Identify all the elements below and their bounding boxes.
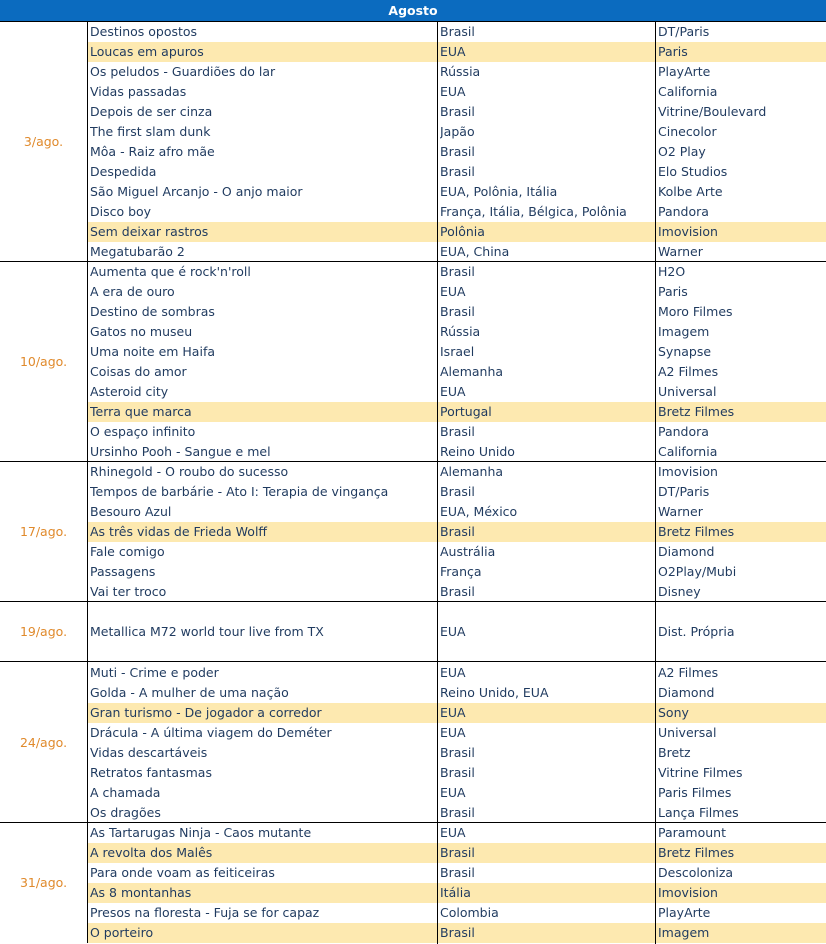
- movie-title: A chamada: [90, 785, 161, 800]
- distributor-cell: DT/Paris: [658, 24, 710, 39]
- distributor-cell: A2 Filmes: [658, 364, 719, 379]
- date-group: [0, 661, 826, 822]
- country-cell: Brasil: [440, 304, 475, 319]
- distributor-cell: A2 Filmes: [658, 665, 719, 680]
- movie-title: Loucas em apuros: [90, 44, 204, 59]
- movie-title: Metallica M72 world tour live from TX: [90, 624, 324, 639]
- country-cell: Brasil: [440, 865, 475, 880]
- movie-title: As três vidas de Frieda Wolff: [90, 524, 268, 539]
- distributor-cell: Pandora: [658, 204, 709, 219]
- movie-title: Destinos opostos: [90, 24, 198, 39]
- table-row[interactable]: [88, 262, 826, 282]
- movie-title: Uma noite em Haifa: [90, 344, 215, 359]
- distributor-cell: Paris: [658, 44, 688, 59]
- column-divider: [437, 21, 438, 944]
- movie-title: Os peludos - Guardiões do lar: [90, 64, 276, 79]
- country-cell: EUA: [440, 84, 466, 99]
- movie-title: Rhinegold - O roubo do sucesso: [90, 464, 289, 479]
- distributor-cell: Bretz Filmes: [658, 845, 735, 860]
- table-row[interactable]: [88, 843, 826, 863]
- movie-title: Disco boy: [90, 204, 152, 219]
- movie-title: Aumenta que é rock'n'roll: [90, 264, 251, 279]
- table-row[interactable]: [88, 923, 826, 943]
- table-row[interactable]: [88, 763, 826, 783]
- table-row[interactable]: [88, 823, 826, 843]
- country-cell: Brasil: [440, 484, 475, 499]
- movie-title: Despedida: [90, 164, 157, 179]
- country-cell: Brasil: [440, 104, 475, 119]
- distributor-cell: Cinecolor: [658, 124, 717, 139]
- movie-title: Depois de ser cinza: [90, 104, 213, 119]
- release-date: 19/ago.: [0, 602, 88, 662]
- country-cell: Alemanha: [440, 464, 504, 479]
- distributor-cell: Imagem: [658, 324, 710, 339]
- distributor-cell: Sony: [658, 705, 689, 720]
- country-cell: Polônia: [440, 224, 485, 239]
- country-cell: Brasil: [440, 24, 475, 39]
- movie-title: Gatos no museu: [90, 324, 193, 339]
- date-group: [0, 461, 826, 601]
- movie-title: Vai ter troco: [90, 584, 167, 599]
- movie-title: Golda - A mulher de uma nação: [90, 685, 289, 700]
- table-row[interactable]: [88, 122, 826, 142]
- distributor-cell: O2Play/Mubi: [658, 564, 737, 579]
- country-cell: Brasil: [440, 925, 475, 940]
- table-row[interactable]: [88, 62, 826, 82]
- table-row[interactable]: [88, 42, 826, 62]
- movie-title: Presos na floresta - Fuja se for capaz: [90, 905, 320, 920]
- table-row[interactable]: [88, 382, 826, 402]
- country-cell: Brasil: [440, 765, 475, 780]
- movie-title: Muti - Crime e poder: [90, 665, 219, 680]
- movie-title: Coisas do amor: [90, 364, 187, 379]
- movie-title: O porteiro: [90, 925, 154, 940]
- country-cell: EUA, Polônia, Itália: [440, 184, 558, 199]
- distributor-cell: Imovision: [658, 224, 718, 239]
- date-group: [0, 601, 826, 661]
- date-group: [0, 261, 826, 461]
- distributor-cell: Diamond: [658, 685, 715, 700]
- country-cell: EUA: [440, 384, 466, 399]
- column-divider: [655, 21, 656, 944]
- distributor-cell: Dist. Própria: [658, 624, 735, 639]
- country-cell: Israel: [440, 344, 475, 359]
- movie-title: Ursinho Pooh - Sangue e mel: [90, 444, 271, 459]
- movie-title: Passagens: [90, 564, 156, 579]
- table-row[interactable]: [88, 743, 826, 763]
- distributor-cell: Imagem: [658, 925, 710, 940]
- release-date: 24/ago.: [0, 662, 88, 823]
- movie-title: O espaço infinito: [90, 424, 196, 439]
- movie-title: As 8 montanhas: [90, 885, 192, 900]
- distributor-cell: PlayArte: [658, 64, 711, 79]
- country-cell: Brasil: [440, 264, 475, 279]
- distributor-cell: Vitrine Filmes: [658, 765, 743, 780]
- date-group: [0, 21, 826, 261]
- table-row[interactable]: [88, 142, 826, 162]
- movie-title: Drácula - A última viagem do Deméter: [90, 725, 332, 740]
- country-cell: Brasil: [440, 144, 475, 159]
- distributor-cell: Synapse: [658, 344, 712, 359]
- distributor-cell: Paris Filmes: [658, 785, 732, 800]
- country-cell: Brasil: [440, 584, 475, 599]
- country-cell: Alemanha: [440, 364, 504, 379]
- table-row[interactable]: [88, 422, 826, 442]
- table-row[interactable]: [88, 542, 826, 562]
- country-cell: Brasil: [440, 845, 475, 860]
- movie-title: The first slam dunk: [90, 124, 211, 139]
- table-row[interactable]: [88, 222, 826, 242]
- country-cell: Colombia: [440, 905, 499, 920]
- distributor-cell: California: [658, 444, 718, 459]
- table-row[interactable]: [88, 903, 826, 923]
- distributor-cell: Bretz Filmes: [658, 404, 735, 419]
- distributor-cell: Universal: [658, 725, 717, 740]
- country-cell: Itália: [440, 885, 471, 900]
- country-cell: EUA: [440, 725, 466, 740]
- country-cell: EUA: [440, 624, 466, 639]
- distributor-cell: Disney: [658, 584, 701, 599]
- country-cell: EUA: [440, 825, 466, 840]
- country-cell: Brasil: [440, 524, 475, 539]
- distributor-cell: PlayArte: [658, 905, 711, 920]
- table-row[interactable]: [88, 82, 826, 102]
- table-row[interactable]: [88, 102, 826, 122]
- movie-title: Môa - Raiz afro mãe: [90, 144, 215, 159]
- country-cell: Brasil: [440, 745, 475, 760]
- table-row[interactable]: [88, 683, 826, 703]
- distributor-cell: Vitrine/Boulevard: [658, 104, 767, 119]
- movie-title: Para onde voam as feiticeiras: [90, 865, 275, 880]
- country-cell: Rússia: [440, 324, 481, 339]
- movie-title: Destino de sombras: [90, 304, 215, 319]
- movie-title: Retratos fantasmas: [90, 765, 212, 780]
- distributor-cell: DT/Paris: [658, 484, 710, 499]
- country-cell: EUA, México: [440, 504, 518, 519]
- release-date: 31/ago.: [0, 823, 88, 943]
- table-row[interactable]: [88, 22, 826, 42]
- table-row[interactable]: [88, 622, 826, 642]
- distributor-cell: California: [658, 84, 718, 99]
- table-row[interactable]: [88, 162, 826, 182]
- country-cell: EUA: [440, 665, 466, 680]
- country-cell: França, Itália, Bélgica, Polônia: [440, 204, 627, 219]
- date-group: [0, 822, 826, 942]
- distributor-cell: Warner: [658, 504, 703, 519]
- table-row[interactable]: [88, 783, 826, 803]
- table-row[interactable]: [88, 362, 826, 382]
- table-row[interactable]: [88, 482, 826, 502]
- movie-title: Megatubarão 2: [90, 244, 185, 259]
- country-cell: Rússia: [440, 64, 481, 79]
- distributor-cell: Descoloniza: [658, 865, 734, 880]
- country-cell: EUA: [440, 284, 466, 299]
- country-cell: EUA, China: [440, 244, 510, 259]
- country-cell: Japão: [440, 124, 475, 139]
- table-row[interactable]: [88, 663, 826, 683]
- movie-title: Tempos de barbárie - Ato I: Terapia de vingança: [90, 484, 389, 499]
- release-date: 10/ago.: [0, 262, 88, 462]
- distributor-cell: H2O: [658, 264, 686, 279]
- table-row[interactable]: [88, 522, 826, 542]
- country-cell: EUA: [440, 44, 466, 59]
- movie-title: Vidas passadas: [90, 84, 187, 99]
- distributor-cell: Elo Studios: [658, 164, 728, 179]
- release-date: 17/ago.: [0, 462, 88, 602]
- movie-title: Os dragões: [90, 805, 161, 820]
- distributor-cell: Imovision: [658, 464, 718, 479]
- country-cell: Austrália: [440, 544, 496, 559]
- table-row[interactable]: [88, 883, 826, 903]
- country-cell: Brasil: [440, 164, 475, 179]
- movie-title: São Miguel Arcanjo - O anjo maior: [90, 184, 303, 199]
- table-row[interactable]: [88, 582, 826, 602]
- table-row[interactable]: [88, 402, 826, 422]
- table-row[interactable]: [88, 342, 826, 362]
- movie-title: Terra que marca: [90, 404, 192, 419]
- table-row[interactable]: [88, 462, 826, 482]
- movie-title: As Tartarugas Ninja - Caos mutante: [90, 825, 312, 840]
- table-row[interactable]: [88, 442, 826, 462]
- movie-title: A revolta dos Malês: [90, 845, 213, 860]
- distributor-cell: Kolbe Arte: [658, 184, 723, 199]
- distributor-cell: Lança Filmes: [658, 805, 739, 820]
- distributor-cell: Warner: [658, 244, 703, 259]
- country-cell: Reino Unido, EUA: [440, 685, 549, 700]
- country-cell: Brasil: [440, 805, 475, 820]
- table-row[interactable]: [88, 703, 826, 723]
- table-row[interactable]: [88, 202, 826, 222]
- country-cell: Reino Unido: [440, 444, 515, 459]
- table-row[interactable]: [88, 302, 826, 322]
- sheet-title: Agosto: [0, 0, 826, 22]
- distributor-cell: Pandora: [658, 424, 709, 439]
- movie-title: Fale comigo: [90, 544, 165, 559]
- table-row[interactable]: [88, 282, 826, 302]
- release-date: 3/ago.: [0, 22, 88, 262]
- country-cell: França: [440, 564, 482, 579]
- distributor-cell: Universal: [658, 384, 717, 399]
- distributor-cell: Bretz Filmes: [658, 524, 735, 539]
- table-row[interactable]: [88, 562, 826, 582]
- distributor-cell: Imovision: [658, 885, 718, 900]
- distributor-cell: Paris: [658, 284, 688, 299]
- country-cell: EUA: [440, 785, 466, 800]
- country-cell: Brasil: [440, 424, 475, 439]
- distributor-cell: Moro Filmes: [658, 304, 733, 319]
- movie-title: Vidas descartáveis: [90, 745, 208, 760]
- distributor-cell: Bretz: [658, 745, 691, 760]
- distributor-cell: Diamond: [658, 544, 715, 559]
- table-row[interactable]: [88, 242, 826, 262]
- distributor-cell: O2 Play: [658, 144, 706, 159]
- movie-title: Asteroid city: [90, 384, 169, 399]
- table-row[interactable]: [88, 803, 826, 823]
- country-cell: Portugal: [440, 404, 492, 419]
- table-row[interactable]: [88, 182, 826, 202]
- movie-title: A era de ouro: [90, 284, 175, 299]
- table-row[interactable]: [88, 322, 826, 342]
- movie-title: Besouro Azul: [90, 504, 172, 519]
- distributor-cell: Paramount: [658, 825, 727, 840]
- table-row[interactable]: [88, 723, 826, 743]
- country-cell: EUA: [440, 705, 466, 720]
- table-row[interactable]: [88, 502, 826, 522]
- table-row[interactable]: [88, 863, 826, 883]
- movie-title: Gran turismo - De jogador a corredor: [90, 705, 322, 720]
- movie-title: Sem deixar rastros: [90, 224, 209, 239]
